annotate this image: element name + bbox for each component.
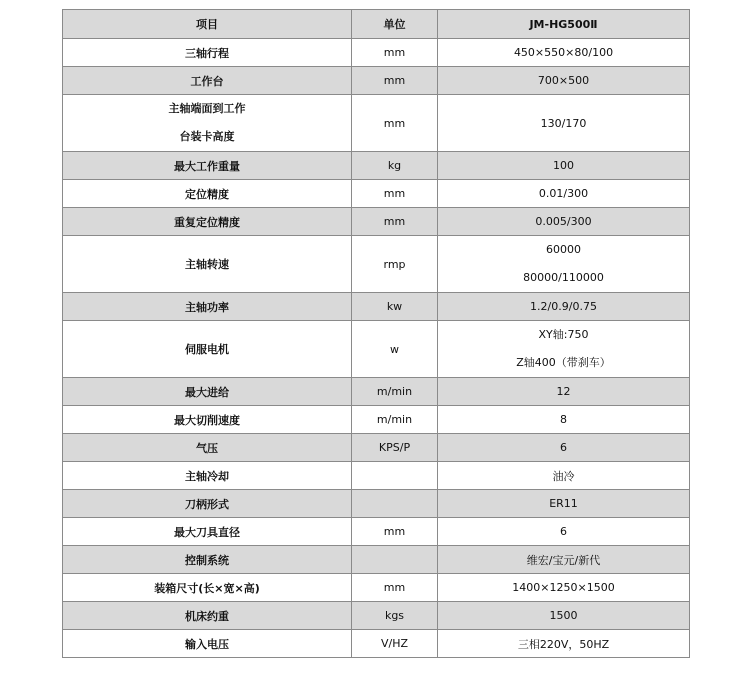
row-unit: kg — [352, 152, 438, 180]
table-row — [63, 95, 690, 152]
row-name: 伺服电机 — [63, 321, 352, 378]
row-unit: m/min — [352, 406, 438, 434]
table-row — [63, 434, 690, 462]
row-unit: mm — [352, 180, 438, 208]
table-row — [63, 378, 690, 406]
row-unit — [352, 462, 438, 490]
row-value: 1400×1250×1500 — [438, 574, 690, 602]
row-value: 1.2/0.9/0.75 — [438, 293, 690, 321]
row-value — [438, 321, 690, 378]
table-row — [63, 236, 690, 293]
row-unit: V/HZ — [352, 630, 438, 658]
header-model: JM-HG500Ⅱ — [438, 10, 690, 39]
row-value: 700×500 — [438, 67, 690, 95]
row-value: 6 — [438, 518, 690, 546]
row-value-line: Z轴400（带刹车） — [516, 356, 611, 369]
row-value: 0.01/300 — [438, 180, 690, 208]
header-item: 项目 — [63, 10, 352, 39]
row-name: 定位精度 — [63, 180, 352, 208]
row-name: 三轴行程 — [63, 39, 352, 67]
row-name — [63, 95, 352, 152]
row-unit: mm — [352, 67, 438, 95]
table-header-row — [63, 10, 690, 39]
table-row — [63, 321, 690, 378]
row-unit — [352, 490, 438, 518]
row-name: 气压 — [63, 434, 352, 462]
row-unit: rmp — [352, 236, 438, 293]
row-value-line: 80000/110000 — [523, 271, 604, 284]
row-unit: w — [352, 321, 438, 378]
row-name: 工作台 — [63, 67, 352, 95]
row-name: 装箱尺寸(长×宽×高) — [63, 574, 352, 602]
row-value: 6 — [438, 434, 690, 462]
row-unit: kgs — [352, 602, 438, 630]
row-unit: m/min — [352, 378, 438, 406]
row-value: 1500 — [438, 602, 690, 630]
row-value-line: XY轴:750 — [538, 328, 589, 341]
row-name: 输入电压 — [63, 630, 352, 658]
row-name: 最大刀具直径 — [63, 518, 352, 546]
table-row — [63, 180, 690, 208]
row-name: 最大工作重量 — [63, 152, 352, 180]
row-unit: mm — [352, 518, 438, 546]
row-value: 8 — [438, 406, 690, 434]
row-unit: mm — [352, 208, 438, 236]
row-name-line: 台装卡高度 — [179, 130, 235, 143]
header-unit: 单位 — [352, 10, 438, 39]
row-name: 主轴转速 — [63, 236, 352, 293]
table-row — [63, 546, 690, 574]
table-row — [63, 462, 690, 490]
row-value: 维宏/宝元/新代 — [438, 546, 690, 574]
row-name: 主轴冷却 — [63, 462, 352, 490]
table-row — [63, 208, 690, 236]
row-name: 机床约重 — [63, 602, 352, 630]
row-unit: mm — [352, 95, 438, 152]
row-unit — [352, 546, 438, 574]
row-name: 刀柄形式 — [63, 490, 352, 518]
table-row — [63, 574, 690, 602]
table-row — [63, 518, 690, 546]
row-name: 重复定位精度 — [63, 208, 352, 236]
row-value: 三相220V，50HZ — [438, 630, 690, 658]
row-value: 油冷 — [438, 462, 690, 490]
table-row — [63, 490, 690, 518]
row-value: 0.005/300 — [438, 208, 690, 236]
table-row — [63, 39, 690, 67]
row-unit: kw — [352, 293, 438, 321]
row-value: 450×550×80/100 — [438, 39, 690, 67]
table-row — [63, 602, 690, 630]
table-row — [63, 630, 690, 658]
row-value: 100 — [438, 152, 690, 180]
table-row — [63, 406, 690, 434]
row-name-line: 主轴端面到工作 — [168, 102, 246, 115]
row-value: 130/170 — [438, 95, 690, 152]
row-name: 主轴功率 — [63, 293, 352, 321]
row-name: 控制系统 — [63, 546, 352, 574]
row-unit: KPS/P — [352, 434, 438, 462]
table-row — [63, 293, 690, 321]
spec-table — [62, 9, 690, 658]
table-row — [63, 67, 690, 95]
row-value — [438, 236, 690, 293]
row-unit: mm — [352, 39, 438, 67]
row-value: 12 — [438, 378, 690, 406]
row-name: 最大切削速度 — [63, 406, 352, 434]
row-name: 最大进给 — [63, 378, 352, 406]
table-row — [63, 152, 690, 180]
row-unit: mm — [352, 574, 438, 602]
row-value: ER11 — [438, 490, 690, 518]
row-value-line: 60000 — [546, 243, 581, 256]
